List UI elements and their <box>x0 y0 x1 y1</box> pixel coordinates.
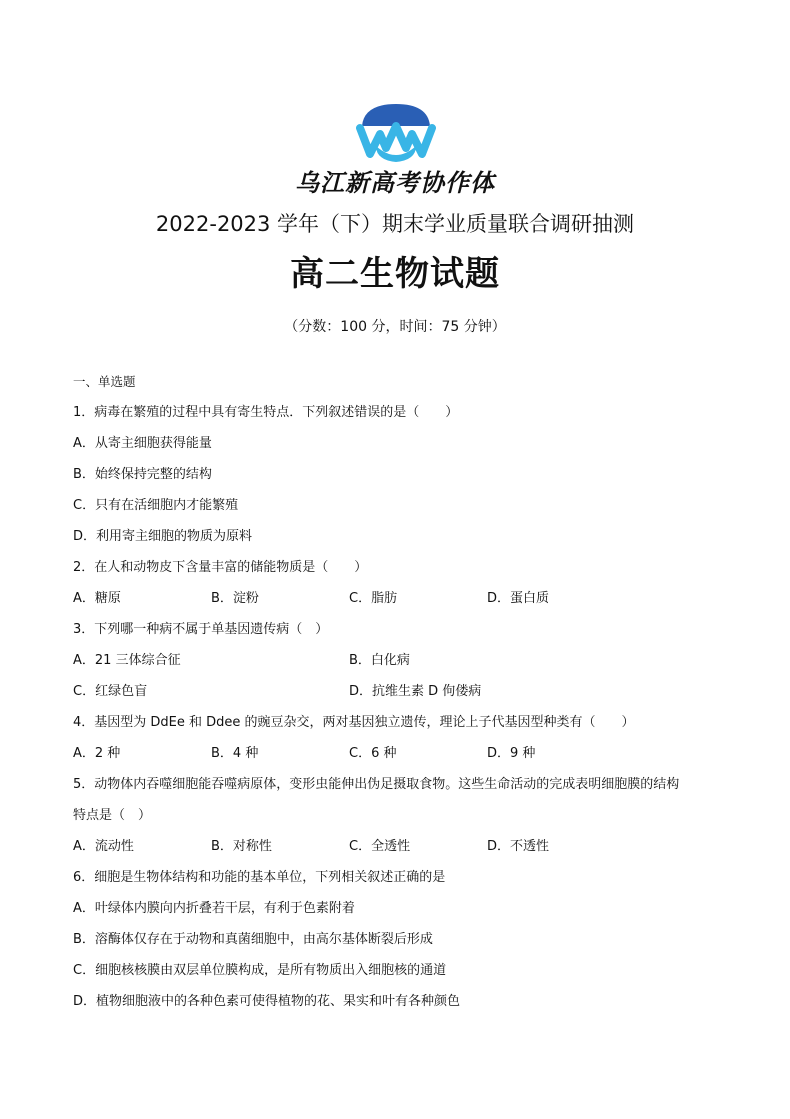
question-1-option-a: A．从寄主细胞获得能量 <box>73 436 212 451</box>
question-3-option-a: A．21 三体综合征 <box>73 653 181 668</box>
question-6-option-b: B．溶酶体仅存在于动物和真菌细胞中，由高尔基体断裂后形成 <box>73 932 433 947</box>
question-3-stem: 3．下列哪一种病不属于单基因遗传病（ ） <box>73 622 329 637</box>
question-3-options-row-2 <box>73 682 733 713</box>
question-5-stem-line-1: 5．动物体内吞噬细胞能吞噬病原体，变形虫能伸出伪足摄取食物。这些生命活动的完成表明细胞膜的结构 <box>73 777 680 792</box>
exam-meta: （分数：100 分，时间：75 分钟） <box>284 319 506 335</box>
question-3-option-d: D．抗维生素 D 佝偻病 <box>349 684 482 699</box>
question-1-option-d: D．利用寄主细胞的物质为原料 <box>73 529 253 544</box>
question-2-option-b: B．淀粉 <box>211 591 259 606</box>
subject-title: 高二生物试题 <box>290 254 500 294</box>
question-5-option-d: D．不透性 <box>487 839 550 854</box>
question-1-option-b: B．始终保持完整的结构 <box>73 467 212 482</box>
question-3-options-row-1 <box>73 651 733 682</box>
question-4-option-a: A．2 种 <box>73 746 121 761</box>
section-title: 一、单选题 <box>73 374 136 389</box>
question-list <box>73 372 733 1023</box>
question-5-option-b: B．对称性 <box>211 839 272 854</box>
organization-name: 乌江新高考协作体 <box>295 169 495 197</box>
question-5-stem-line-2: 特点是（ ） <box>73 808 152 823</box>
question-4-options <box>73 744 733 775</box>
question-1-stem: 1．病毒在繁殖的过程中具有寄生特点．下列叙述错误的是（ ） <box>73 405 459 420</box>
question-4-stem: 4．基因型为 DdEe 和 Ddee 的豌豆杂交，两对基因独立遗传，理论上子代基因型种类有（ ） <box>73 715 635 730</box>
question-3-option-c: C．红绿色盲 <box>73 684 148 699</box>
question-6-stem: 6．细胞是生物体结构和功能的基本单位，下列相关叙述正确的是 <box>73 870 446 885</box>
question-5-option-a: A．流动性 <box>73 839 134 854</box>
question-2-options <box>73 589 733 620</box>
question-5-option-c: C．全透性 <box>349 839 411 854</box>
question-4-option-b: B．4 种 <box>211 746 259 761</box>
question-6-option-a: A．叶绿体内膜向内折叠若干层，有利于色素附着 <box>73 901 355 916</box>
question-2-option-c: C．脂肪 <box>349 591 398 606</box>
question-5-options <box>73 837 733 868</box>
question-4-option-c: C．6 种 <box>349 746 397 761</box>
question-2-stem: 2．在人和动物皮下含量丰富的储能物质是（ ） <box>73 560 368 575</box>
exam-title: 2022-2023 学年（下）期末学业质量联合调研抽测 <box>155 212 635 236</box>
question-6-option-c: C．细胞核核膜由双层单位膜构成，是所有物质出入细胞核的通道 <box>73 963 447 978</box>
question-2-option-a: A．糖原 <box>73 591 121 606</box>
question-2-option-d: D．蛋白质 <box>487 591 550 606</box>
organization-logo <box>356 102 436 164</box>
question-4-option-d: D．9 种 <box>487 746 536 761</box>
question-6-option-d: D．植物细胞液中的各种色素可使得植物的花、果实和叶有各种颜色 <box>73 994 461 1009</box>
question-3-option-b: B．白化病 <box>349 653 410 668</box>
question-1-option-c: C．只有在活细胞内才能繁殖 <box>73 498 239 513</box>
